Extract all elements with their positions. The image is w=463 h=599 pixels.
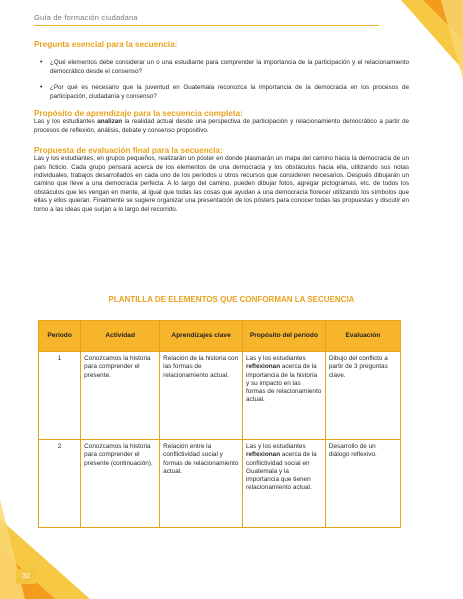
learning-purpose-text-end: la realidad actual desde una perspectiva de participación y relacionamiento democrático a partir de procesos de reflexión, análisis, debate y consenso propositivo.	[34, 118, 410, 134]
table-row	[39, 440, 401, 528]
cell-proposito-verb: reflexionan	[246, 451, 281, 459]
header-proposito: Propósito del período	[243, 321, 326, 352]
cell-evaluacion: Desarrollo de un diálogo reflexivo.	[325, 440, 400, 528]
cell-actividad: Conozcamos la historia para comprender el presente (continuación).	[81, 440, 160, 528]
cell-proposito-start: Las y los estudiantes	[246, 355, 306, 362]
final-evaluation-text: Las y los estudiantes, en grupos pequeños, realizarán un póster en donde plasmarán un mapa del camino hacia la democracia de un país ficticio. Cada grupo pensará acerca de los elementos de una democracia y los obstáculos hacia ella, utilizando sus notas individuales, trabajos desarrollados en cada uno de los períodos u otros recursos que consideren necesarios. Después dibujarán un camino que lleve a una democracia perfecta. A lo largo del camino, pueden dibujar fotos, agregar pictogramas, etc. de todos los obstáculos que les vengan en mente, al igual que todas las cosas que ayudan a una democracia florecer utilizando los símbolos que ellas y ellos quieran. Finalmente se sugiere organizar una presentación de los pósters para conocer todas las propuestas y discutir en torno a las ideas que surjan a lo largo del recorrido.	[34, 155, 409, 213]
list-item: • ¿Por qué es necesario que la juventud en Guatemala reconozca la importancia de la democracia en los procesos de participación, ciudadanía y consenso?	[34, 84, 409, 101]
cell-proposito-end: acerca de la importancia de la historia y su impacto en las formas de relacionamiento actual.	[246, 363, 322, 404]
table-header-row	[39, 321, 401, 352]
cell-proposito-verb: reflexionan	[246, 363, 281, 371]
cell-periodo: 1	[39, 352, 81, 440]
list-item: • ¿Qué elementos debe considerar un o una estudiante para comprender la importancia de la participación y el relacionamiento democrático desde el consenso?	[34, 59, 409, 76]
cell-aprendizajes: Relación de la historia con las formas de relacionamiento actual.	[160, 352, 243, 440]
main-content	[34, 40, 409, 214]
essential-question-list	[34, 59, 409, 101]
running-header: Guía de formación ciudadana	[34, 13, 138, 22]
cell-proposito-start: Las y los estudiantes	[246, 443, 306, 450]
learning-purpose-text-start: Las y los estudiantes	[34, 118, 98, 126]
table-title: PLANTILLA DE ELEMENTOS QUE CONFORMAN LA SECUENCIA	[108, 295, 355, 304]
cell-proposito-end: acerca de la conflictividad social en Guatemala y la importancia que tienen relacionamiento actual.	[246, 451, 317, 492]
cell-proposito	[243, 440, 326, 528]
header-aprendizajes: Aprendizajes clave	[160, 321, 243, 352]
learning-purpose-heading: Propósito de aprendizaje para la secuencia completa:	[34, 109, 243, 119]
page-number: 32	[16, 569, 36, 584]
cell-actividad: Conozcamos la historia para comprender el presente.	[81, 352, 160, 440]
learning-purpose-text	[34, 118, 409, 135]
cell-evaluacion: Dibujo del conflicto a partir de 3 preguntas clave.	[325, 352, 400, 440]
header-actividad: Actividad	[81, 321, 160, 352]
header-rule	[34, 25, 379, 26]
learning-purpose-verb: analizan	[97, 118, 123, 126]
cell-periodo: 2	[39, 440, 81, 528]
sequence-table	[38, 320, 401, 528]
essential-question-heading: Pregunta esencial para la secuencia:	[34, 40, 178, 49]
table-row	[39, 352, 401, 440]
cell-proposito	[243, 352, 326, 440]
cell-aprendizajes: Relación entre la conflictividad social y formas de relacionamiento actual.	[160, 440, 243, 528]
final-evaluation-heading: Propuesta de evaluación final para la secuencia:	[34, 146, 223, 156]
header-periodo: Período	[39, 321, 81, 352]
header-evaluacion: Evaluación	[325, 321, 400, 352]
